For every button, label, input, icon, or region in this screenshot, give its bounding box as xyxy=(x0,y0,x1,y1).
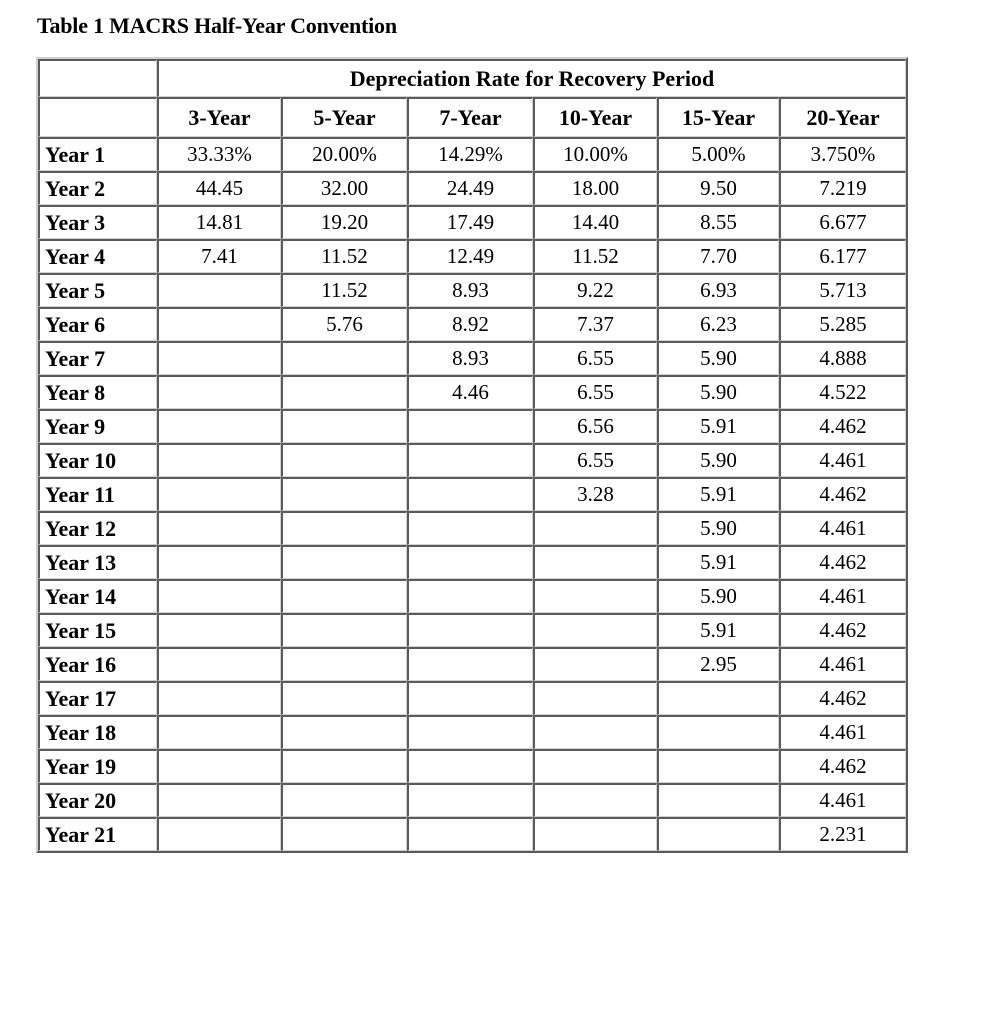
table-row xyxy=(38,545,906,579)
rate-cell xyxy=(281,477,407,511)
rate-cell xyxy=(281,341,407,375)
rate-cell: 4.461 xyxy=(779,783,906,817)
rate-cell: 18.00 xyxy=(533,171,657,205)
rate-cell xyxy=(407,783,533,817)
rate-cell xyxy=(281,443,407,477)
rate-cell: 5.285 xyxy=(779,307,906,341)
rate-cell xyxy=(533,545,657,579)
rate-cell xyxy=(281,647,407,681)
rate-cell: 44.45 xyxy=(157,171,281,205)
column-header-15-year: 15-Year xyxy=(657,97,779,137)
row-label: Year 21 xyxy=(38,817,157,851)
rate-cell: 4.462 xyxy=(779,613,906,647)
table-row xyxy=(38,681,906,715)
rate-cell: 12.49 xyxy=(407,239,533,273)
table-row xyxy=(38,477,906,511)
rate-cell: 6.677 xyxy=(779,205,906,239)
rate-cell: 5.90 xyxy=(657,511,779,545)
row-label: Year 10 xyxy=(38,443,157,477)
rate-cell: 3.28 xyxy=(533,477,657,511)
table-row xyxy=(38,239,906,273)
row-label: Year 16 xyxy=(38,647,157,681)
macrs-table xyxy=(36,57,908,853)
row-label: Year 14 xyxy=(38,579,157,613)
rate-cell: 5.713 xyxy=(779,273,906,307)
rate-cell: 24.49 xyxy=(407,171,533,205)
rate-cell xyxy=(407,409,533,443)
rate-cell xyxy=(157,443,281,477)
rate-cell xyxy=(533,681,657,715)
rate-cell: 4.462 xyxy=(779,477,906,511)
rate-cell xyxy=(407,613,533,647)
rate-cell xyxy=(281,817,407,851)
table-row xyxy=(38,613,906,647)
rate-cell: 6.55 xyxy=(533,341,657,375)
rate-cell xyxy=(533,817,657,851)
rate-cell xyxy=(157,375,281,409)
row-label: Year 13 xyxy=(38,545,157,579)
rate-cell xyxy=(407,749,533,783)
table-row xyxy=(38,341,906,375)
rate-cell: 4.461 xyxy=(779,715,906,749)
rate-cell xyxy=(407,715,533,749)
rate-cell xyxy=(407,647,533,681)
table-row xyxy=(38,171,906,205)
row-label: Year 12 xyxy=(38,511,157,545)
rate-cell: 8.93 xyxy=(407,341,533,375)
table-header xyxy=(38,59,906,137)
rate-cell xyxy=(533,783,657,817)
rate-cell: 14.29% xyxy=(407,137,533,171)
table-row xyxy=(38,273,906,307)
rate-cell xyxy=(533,715,657,749)
rate-cell xyxy=(157,545,281,579)
rate-cell xyxy=(533,579,657,613)
rate-cell: 4.462 xyxy=(779,545,906,579)
row-label: Year 7 xyxy=(38,341,157,375)
table-row xyxy=(38,511,906,545)
table-row xyxy=(38,647,906,681)
rate-cell: 2.231 xyxy=(779,817,906,851)
rate-cell xyxy=(157,273,281,307)
rate-cell xyxy=(157,783,281,817)
rate-cell xyxy=(407,443,533,477)
rate-cell: 11.52 xyxy=(281,239,407,273)
rate-cell: 9.50 xyxy=(657,171,779,205)
rate-cell xyxy=(533,511,657,545)
rate-cell xyxy=(281,375,407,409)
table-row xyxy=(38,783,906,817)
rate-cell: 11.52 xyxy=(533,239,657,273)
rate-cell: 6.55 xyxy=(533,443,657,477)
row-label: Year 9 xyxy=(38,409,157,443)
row-label: Year 6 xyxy=(38,307,157,341)
column-header-10-year: 10-Year xyxy=(533,97,657,137)
rate-cell: 4.461 xyxy=(779,647,906,681)
rate-cell: 14.81 xyxy=(157,205,281,239)
table-row xyxy=(38,443,906,477)
rate-cell xyxy=(533,647,657,681)
row-label: Year 2 xyxy=(38,171,157,205)
table-row xyxy=(38,715,906,749)
row-label: Year 5 xyxy=(38,273,157,307)
rate-cell: 5.90 xyxy=(657,579,779,613)
rate-cell xyxy=(281,783,407,817)
rate-cell: 4.888 xyxy=(779,341,906,375)
rate-cell: 7.41 xyxy=(157,239,281,273)
rate-cell: 8.93 xyxy=(407,273,533,307)
spanning-header: Depreciation Rate for Recovery Period xyxy=(157,59,906,97)
rate-cell: 14.40 xyxy=(533,205,657,239)
rate-cell: 2.95 xyxy=(657,647,779,681)
rate-cell xyxy=(281,579,407,613)
rate-cell: 33.33% xyxy=(157,137,281,171)
row-label: Year 4 xyxy=(38,239,157,273)
rate-cell: 4.461 xyxy=(779,443,906,477)
row-label: Year 17 xyxy=(38,681,157,715)
rate-cell: 20.00% xyxy=(281,137,407,171)
row-label: Year 1 xyxy=(38,137,157,171)
rate-cell: 5.90 xyxy=(657,443,779,477)
table-row xyxy=(38,579,906,613)
rate-cell: 5.91 xyxy=(657,545,779,579)
rate-cell xyxy=(157,681,281,715)
rate-cell xyxy=(157,715,281,749)
column-header-7-year: 7-Year xyxy=(407,97,533,137)
rate-cell: 4.462 xyxy=(779,409,906,443)
row-label-header xyxy=(38,97,157,137)
rate-cell xyxy=(657,715,779,749)
rate-cell xyxy=(157,511,281,545)
rate-cell xyxy=(281,613,407,647)
rate-cell xyxy=(157,341,281,375)
table-row xyxy=(38,205,906,239)
rate-cell xyxy=(281,545,407,579)
table-row xyxy=(38,409,906,443)
rate-cell: 7.219 xyxy=(779,171,906,205)
rate-cell xyxy=(157,409,281,443)
rate-cell: 5.90 xyxy=(657,375,779,409)
column-header-3-year: 3-Year xyxy=(157,97,281,137)
rate-cell xyxy=(407,817,533,851)
rate-cell: 9.22 xyxy=(533,273,657,307)
table-row xyxy=(38,375,906,409)
rate-cell xyxy=(157,579,281,613)
rate-cell: 4.462 xyxy=(779,749,906,783)
rate-cell: 17.49 xyxy=(407,205,533,239)
rate-cell: 6.93 xyxy=(657,273,779,307)
rate-cell xyxy=(657,783,779,817)
rate-cell: 6.56 xyxy=(533,409,657,443)
rate-cell xyxy=(657,681,779,715)
rate-cell: 5.90 xyxy=(657,341,779,375)
row-label: Year 3 xyxy=(38,205,157,239)
rate-cell xyxy=(407,545,533,579)
rate-cell: 10.00% xyxy=(533,137,657,171)
table-row xyxy=(38,307,906,341)
rate-cell xyxy=(157,817,281,851)
table-row xyxy=(38,749,906,783)
rate-cell: 8.92 xyxy=(407,307,533,341)
rate-cell xyxy=(157,477,281,511)
table-row xyxy=(38,817,906,851)
row-label: Year 20 xyxy=(38,783,157,817)
rate-cell: 8.55 xyxy=(657,205,779,239)
table-caption: Table 1 MACRS Half-Year Convention xyxy=(37,13,397,38)
rate-cell: 6.55 xyxy=(533,375,657,409)
row-label: Year 15 xyxy=(38,613,157,647)
rate-cell: 5.00% xyxy=(657,137,779,171)
rate-cell: 4.461 xyxy=(779,579,906,613)
rate-cell xyxy=(407,477,533,511)
rate-cell: 4.46 xyxy=(407,375,533,409)
rate-cell xyxy=(157,647,281,681)
rate-cell: 7.37 xyxy=(533,307,657,341)
rate-cell: 19.20 xyxy=(281,205,407,239)
header-corner-cell xyxy=(38,59,157,97)
row-label: Year 11 xyxy=(38,477,157,511)
rate-cell xyxy=(157,307,281,341)
spanning-header-row xyxy=(38,59,906,97)
column-header-5-year: 5-Year xyxy=(281,97,407,137)
rate-cell xyxy=(281,715,407,749)
rate-cell: 5.91 xyxy=(657,477,779,511)
rate-cell xyxy=(533,613,657,647)
rate-cell: 4.461 xyxy=(779,511,906,545)
rate-cell xyxy=(157,613,281,647)
rate-cell xyxy=(157,749,281,783)
rate-cell xyxy=(657,817,779,851)
row-label: Year 18 xyxy=(38,715,157,749)
rate-cell: 6.177 xyxy=(779,239,906,273)
rate-cell xyxy=(281,749,407,783)
rate-cell xyxy=(281,681,407,715)
rate-cell: 5.91 xyxy=(657,409,779,443)
row-label: Year 8 xyxy=(38,375,157,409)
rate-cell: 11.52 xyxy=(281,273,407,307)
rate-cell: 7.70 xyxy=(657,239,779,273)
rate-cell xyxy=(533,749,657,783)
rate-cell: 3.750% xyxy=(779,137,906,171)
rate-cell: 4.462 xyxy=(779,681,906,715)
row-label: Year 19 xyxy=(38,749,157,783)
rate-cell xyxy=(281,409,407,443)
rate-cell xyxy=(281,511,407,545)
rate-cell: 5.91 xyxy=(657,613,779,647)
rate-cell xyxy=(407,579,533,613)
rate-cell: 5.76 xyxy=(281,307,407,341)
column-header-20-year: 20-Year xyxy=(779,97,906,137)
rate-cell: 6.23 xyxy=(657,307,779,341)
rate-cell xyxy=(657,749,779,783)
rate-cell xyxy=(407,511,533,545)
rate-cell: 32.00 xyxy=(281,171,407,205)
table-body xyxy=(38,137,906,851)
rate-cell xyxy=(407,681,533,715)
column-header-row xyxy=(38,97,906,137)
rate-cell: 4.522 xyxy=(779,375,906,409)
table-row xyxy=(38,137,906,171)
